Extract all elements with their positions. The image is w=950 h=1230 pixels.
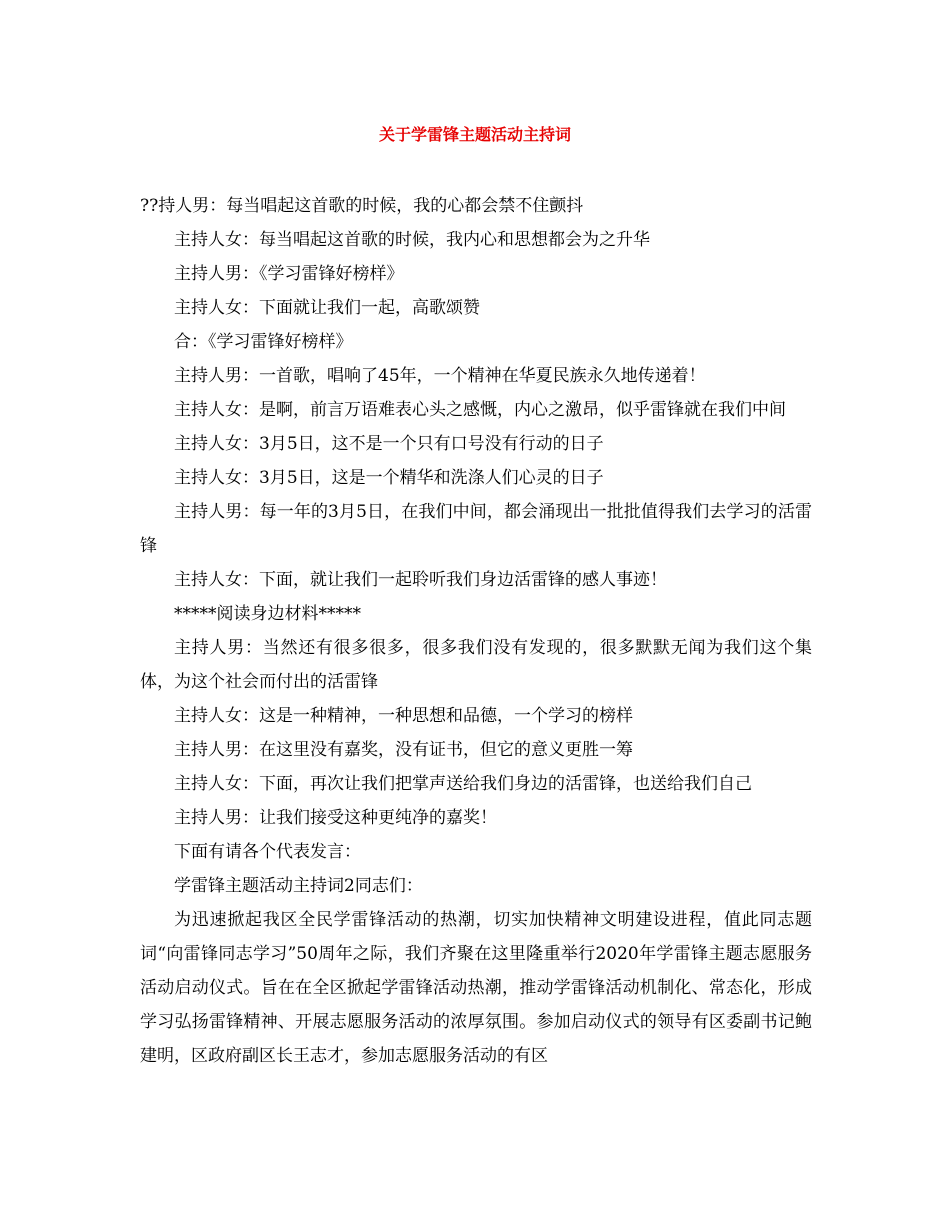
paragraph: ??持人男：每当唱起这首歌的时候，我的心都会禁不住颤抖 — [140, 196, 584, 216]
paragraph: 主持人女：3月5日，这是一个精华和洗涤人们心灵的日子 — [174, 468, 604, 488]
paragraph: 主持人男：在这里没有嘉奖，没有证书，但它的意义更胜一筹 — [174, 740, 633, 760]
paragraph: 主持人女：3月5日，这不是一个只有口号没有行动的日子 — [174, 434, 604, 454]
paragraph: 主持人男：让我们接受这种更纯净的嘉奖！ — [174, 808, 497, 828]
paragraph: 主持人女：这是一种精神，一种思想和品德，一个学习的榜样 — [174, 706, 633, 726]
paragraph: 主持人男：《学习雷锋好榜样》 — [174, 264, 404, 284]
paragraph: 主持人女：每当唱起这首歌的时候，我内心和思想都会为之升华 — [174, 230, 650, 250]
paragraph: *****阅读身边材料***** — [174, 604, 361, 624]
paragraph: 主持人女：是啊，前言万语难表心头之感慨，内心之激昂，似乎雷锋就在我们中间 — [174, 400, 786, 420]
paragraph: 主持人男：一首歌，唱响了45年，一个精神在华夏民族永久地传递着！ — [174, 366, 706, 386]
paragraph: 下面有请各个代表发言： — [174, 842, 361, 862]
paragraph: 主持人女：下面就让我们一起，高歌颂赞 — [174, 298, 480, 318]
document-title: 关于学雷锋主题活动主持词 — [378, 125, 571, 144]
paragraph: 主持人男：每一年的3月5日，在我们中间，都会涌现出一批批值得我们去学习的活雷锋 — [140, 502, 812, 556]
document-body — [140, 189, 812, 1073]
paragraph: 学雷锋主题活动主持词2同志们： — [174, 876, 423, 896]
paragraph: 合：《学习雷锋好榜样》 — [174, 332, 353, 352]
paragraph: 主持人男：当然还有很多很多，很多我们没有发现的，很多默默无闻为我们这个集体，为这个社会而付出的活雷锋 — [140, 638, 812, 692]
paragraph: 为迅速掀起我区全民学雷锋活动的热潮，切实加快精神文明建设进程，值此同志题词“向雷锋同志学习”50周年之际，我们齐聚在这里隆重举行2020年学雷锋主题志愿服务活动启动仪式。旨在在全区掀起学雷锋活动热潮，推动学雷锋活动机制化、常态化，形成学习弘扬雷锋精神、开展志愿服务活动的浓厚氛围。参加启动仪式的领导有区委副书记鲍建明，区政府副区长王志才，参加志愿服务活动的有区 — [140, 910, 812, 1066]
paragraph: 主持人女：下面，就让我们一起聆听我们身边活雷锋的感人事迹！ — [174, 570, 667, 590]
paragraph: 主持人女：下面，再次让我们把掌声送给我们身边的活雷锋，也送给我们自己 — [174, 774, 752, 794]
